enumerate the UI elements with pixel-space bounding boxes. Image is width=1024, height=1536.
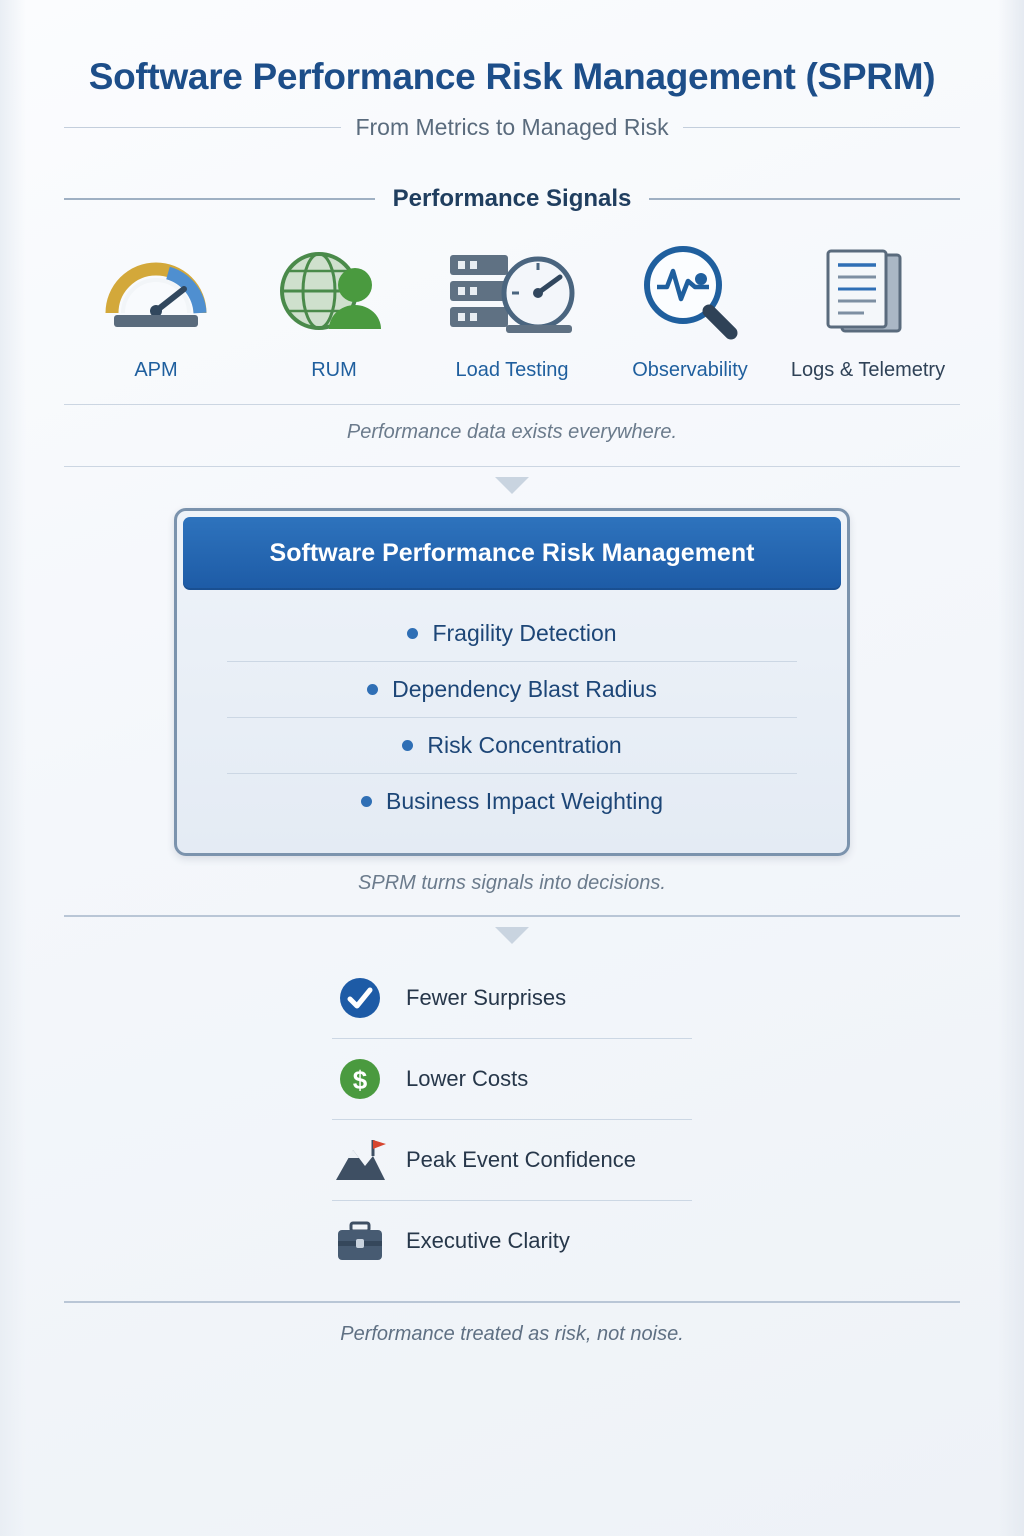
benefit-label: Peak Event Confidence — [406, 1147, 636, 1172]
signal-load-testing — [426, 239, 598, 382]
core-item-label: Business Impact Weighting — [386, 788, 663, 814]
benefit-label: Lower Costs — [406, 1066, 529, 1091]
subtitle-rule-right — [683, 127, 960, 128]
subtitle-rule-left — [64, 127, 341, 128]
core-card-list — [183, 590, 841, 847]
signal-rum — [248, 239, 420, 382]
core-card-wrap — [64, 508, 960, 856]
bullet-icon — [402, 740, 413, 751]
benefit-lower-costs — [332, 1039, 692, 1120]
benefits-divider — [64, 1301, 960, 1303]
core-item-label: Dependency Blast Radius — [392, 676, 657, 702]
core-card-title: Software Performance Risk Management — [183, 517, 841, 590]
mountain-flag-icon — [332, 1134, 388, 1186]
page-title: Software Performance Risk Management (SPRM) — [88, 56, 936, 97]
globe-user-icon — [248, 239, 420, 343]
check-circle-icon — [332, 972, 388, 1024]
core-note: SPRM turns signals into decisions. — [358, 872, 666, 894]
gauge-icon — [70, 239, 242, 343]
signals-divider — [64, 404, 960, 405]
signals-section-heading — [64, 185, 960, 213]
signal-logs-telemetry — [782, 239, 954, 382]
bullet-icon — [367, 684, 378, 695]
svg-text:$: $ — [352, 1065, 368, 1095]
signal-label: Load Testing — [455, 359, 569, 381]
signal-label: APM — [134, 359, 178, 381]
benefit-fewer-surprises — [332, 958, 692, 1039]
subtitle-row — [64, 114, 960, 141]
magnifier-pulse-icon — [604, 239, 776, 343]
core-list-item — [227, 662, 797, 718]
signals-note: Performance data exists everywhere. — [346, 421, 678, 443]
benefit-label: Fewer Surprises — [406, 985, 567, 1010]
flow-arrow-to-benefits — [495, 927, 529, 944]
signals-rule-left — [64, 198, 375, 200]
signal-apm — [70, 239, 242, 382]
server-gauge-icon — [426, 239, 598, 343]
signal-label: Logs & Telemetry — [790, 359, 946, 381]
right-edge-shading — [998, 0, 1024, 1536]
bullet-icon — [407, 628, 418, 639]
signals-heading-label: Performance Signals — [392, 185, 632, 212]
flow-arrow-to-core — [495, 477, 529, 494]
signals-row — [64, 239, 960, 382]
page-subtitle: From Metrics to Managed Risk — [355, 114, 669, 140]
poster-content — [64, 56, 960, 1346]
left-edge-shading — [0, 0, 26, 1536]
benefit-executive-clarity — [332, 1201, 692, 1281]
benefit-peak-event-confidence — [332, 1120, 692, 1201]
core-list-item — [227, 718, 797, 774]
bullet-icon — [361, 796, 372, 807]
dollar-circle-icon — [332, 1053, 388, 1105]
core-item-label: Fragility Detection — [432, 620, 617, 646]
core-card — [174, 508, 850, 856]
core-list-item — [227, 774, 797, 829]
documents-icon — [782, 239, 954, 343]
benefits-list — [332, 958, 692, 1281]
signals-rule-right — [649, 198, 960, 200]
signals-note-divider — [64, 466, 960, 467]
signal-observability — [604, 239, 776, 382]
signal-label: RUM — [311, 359, 357, 381]
briefcase-icon — [332, 1215, 388, 1267]
benefit-label: Executive Clarity — [406, 1228, 570, 1253]
core-list-item — [227, 606, 797, 662]
core-note-divider — [64, 915, 960, 917]
footer-note: Performance treated as risk, not noise. — [340, 1323, 684, 1345]
core-item-label: Risk Concentration — [427, 732, 622, 758]
signal-label: Observability — [632, 359, 748, 381]
